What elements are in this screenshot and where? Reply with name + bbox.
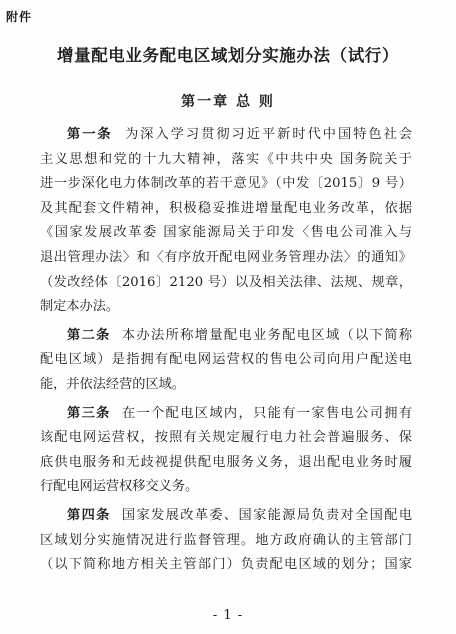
article-line: （发改经体〔2016〕2120 号）以及相关法律、法规、规章， xyxy=(40,274,412,290)
attachment-label: 附件 xyxy=(6,10,33,24)
article-line: 能，并依法经营的区域。 xyxy=(40,376,186,392)
article-label: 第二条 xyxy=(67,327,111,343)
article-2 xyxy=(40,324,412,398)
chapter-heading: 第一章 总 则 xyxy=(181,94,275,110)
article-line: 第三条 在一个配电区域内，只能有一家售电公司拥有 xyxy=(67,405,413,421)
article-line: 制定本办法。 xyxy=(40,299,120,315)
article-line: 配电区域）是指拥有配电网运营权的售电公司向用户配送电 xyxy=(40,352,412,368)
article-line: 行配电网运营权移交义务。 xyxy=(40,479,199,495)
page-number: - 1 - xyxy=(212,608,244,623)
article-line: 底供电服务和无歧视提供配电服务义务，退出配电业务时履 xyxy=(40,454,412,470)
article-line: 进一步深化电力体制改革的若干意见》（中发〔2015〕9 号） xyxy=(40,176,412,192)
article-line: 退出管理办法〉和〈有序放开配电网业务管理办法〉的通知》 xyxy=(40,249,412,265)
article-label: 第四条 xyxy=(67,507,111,523)
document-title: 增量配电业务配电区域划分实施办法（试行） xyxy=(57,46,399,65)
article-line: 该配电网运营权，按照有关规定履行电力社会普遍服务、保 xyxy=(40,430,412,446)
article-line: 及其配套文件精神，积极稳妥推进增量配电业务改革，依据 xyxy=(40,200,412,216)
article-line: 第四条 国家发展改革委、国家能源局负责对全国配电 xyxy=(67,507,413,523)
article-1 xyxy=(40,123,412,320)
article-label: 第一条 xyxy=(67,127,113,142)
article-line: 区域划分实施情况进行监督管理。地方政府确认的主管部门 xyxy=(40,532,412,548)
article-line: 第一条 为深入学习贯彻习近平新时代中国特色社会 xyxy=(67,127,413,142)
article-line: 第二条 本办法所称增量配电业务配电区域（以下简称 xyxy=(67,327,413,343)
article-4 xyxy=(40,504,412,578)
article-line: 《国家发展改革委 国家能源局关于印发〈售电公司准入与 xyxy=(40,225,412,241)
article-label: 第三条 xyxy=(67,405,111,421)
document-body xyxy=(40,123,412,578)
article-3 xyxy=(40,402,412,500)
article-line: 主义思想和党的十九大精神，落实《中共中央 国务院关于 xyxy=(40,151,412,167)
article-line: （以下简称地方相关主管部门）负责配电区域的划分；国家 xyxy=(40,557,412,573)
